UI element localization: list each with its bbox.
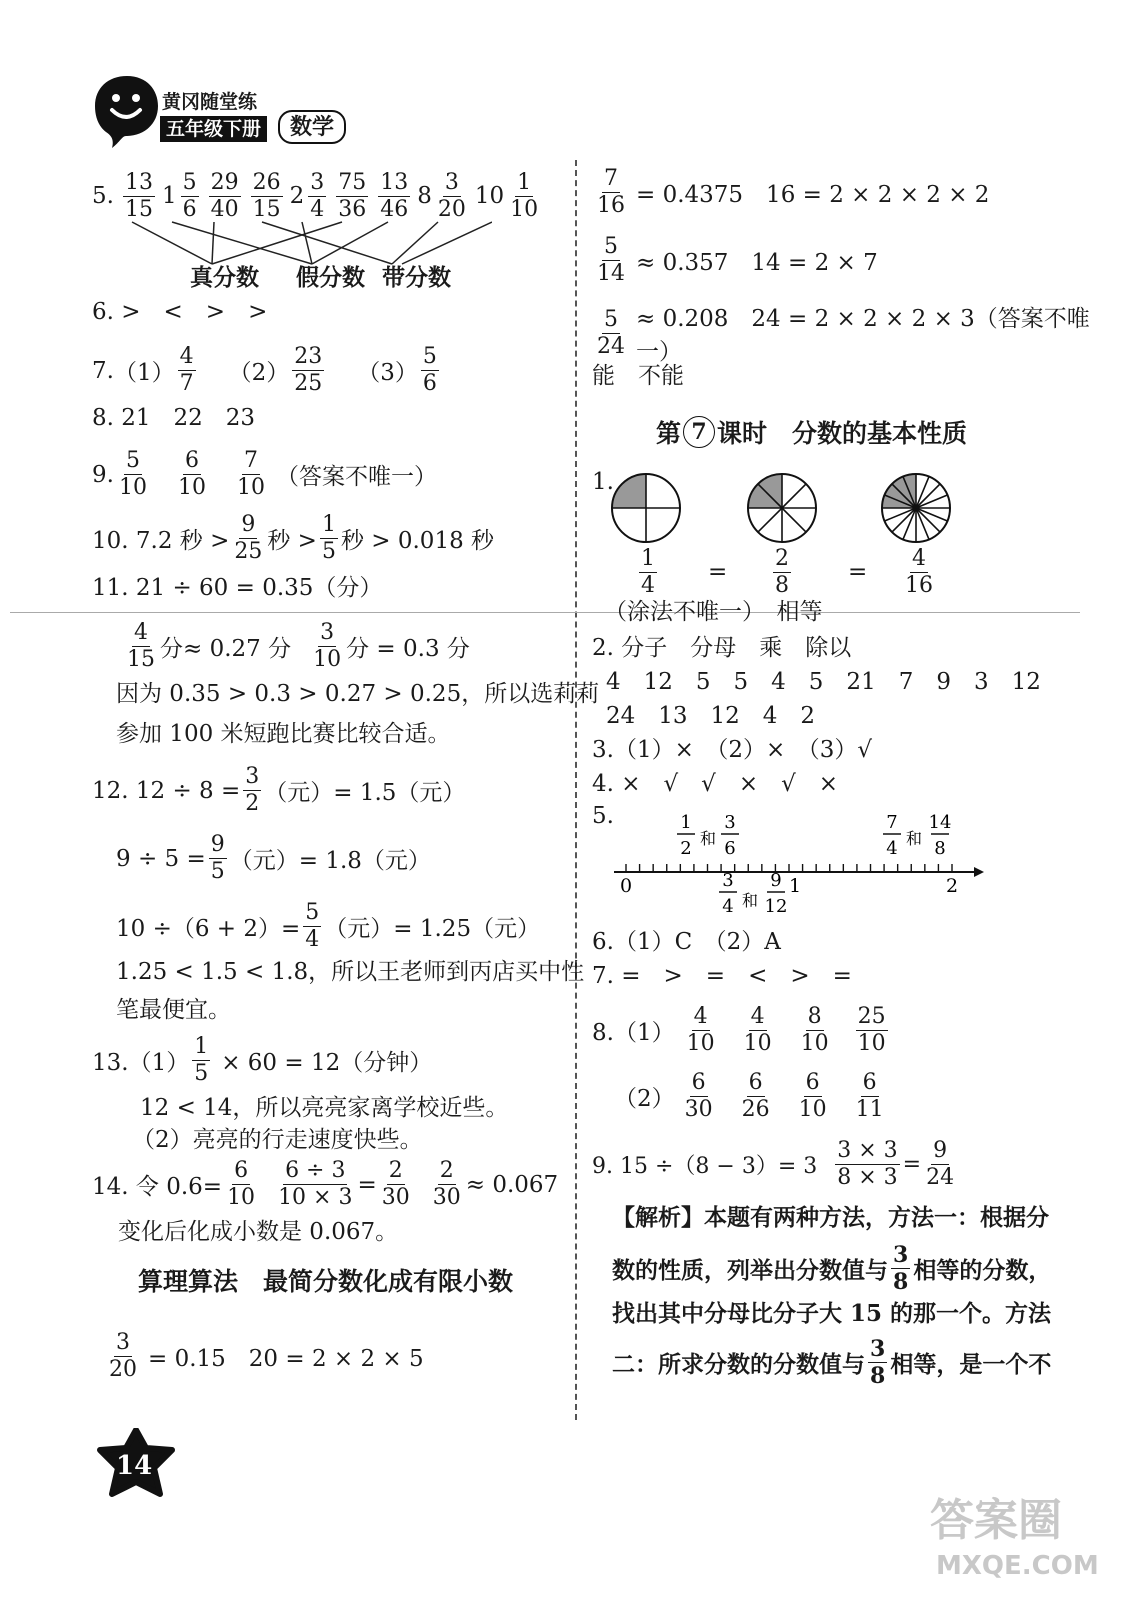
q9-label: 9. xyxy=(92,461,114,488)
nl-b1-den: 4 xyxy=(886,838,898,859)
q1-note: （涂法不唯一） 相等 xyxy=(604,599,823,625)
q12-frac1: $\frac{3}{2}$ xyxy=(245,764,260,816)
q1-eq2: = xyxy=(848,559,868,585)
lesson-number: 7 xyxy=(683,416,715,448)
category-mixed: 带分数 xyxy=(382,264,451,291)
header xyxy=(92,72,372,152)
q7-frac3: $\frac{5}{6}$ xyxy=(422,344,437,396)
q8a-frac-0: $\frac{4}{10}$ xyxy=(686,1004,715,1056)
nl-c2-den: 12 xyxy=(764,896,788,917)
q9-frac3: $\frac{7}{10}$ xyxy=(236,448,265,500)
q10-frac2: $\frac{1}{5}$ xyxy=(321,512,336,564)
q9-frac1: $\frac{5}{10}$ xyxy=(118,448,147,500)
q8a-frac-1: $\frac{4}{10}$ xyxy=(743,1004,772,1056)
nl-b1-num: 7 xyxy=(886,812,898,833)
q5-frac-0: $\frac{13}{15}$ xyxy=(124,169,153,222)
q9r-eq: = xyxy=(902,1152,922,1177)
r-text2: ≈ 0.357 14 = 2 × 7 xyxy=(636,250,878,276)
q6r-line: 6.（1）C （2）A xyxy=(592,929,781,955)
analysis-text4a: 二：所求分数的分数值与 xyxy=(612,1351,865,1378)
q5-fraction-6 xyxy=(375,170,413,223)
number-line xyxy=(606,810,996,920)
q6-line: 6. > < > > xyxy=(92,299,268,325)
q11-frac1: $\frac{4}{15}$ xyxy=(127,620,155,672)
nl-c1-num: 3 xyxy=(722,870,734,891)
q2-head: 2. 分子 分母 乘 除以 xyxy=(592,635,852,661)
q9-line xyxy=(92,448,437,501)
q5-frac-6: $\frac{13}{46}$ xyxy=(380,169,409,222)
smiley-logo-icon xyxy=(92,72,162,152)
lesson-post: 课时 分数的基本性质 xyxy=(717,419,968,448)
q11-text2: 分 = 0.3 分 xyxy=(346,636,470,662)
analysis-text2b: 相等的分数， xyxy=(913,1257,1052,1284)
q10-post: 秒 > 0.018 秒 xyxy=(340,528,495,554)
r-text1: = 0.4375 16 = 2 × 2 × 2 × 2 xyxy=(636,182,990,208)
q7-label: 7. xyxy=(92,357,114,384)
section-title: 算理算法 最简分数化成有限小数 xyxy=(138,1267,514,1296)
nl-label-0: 0 xyxy=(619,875,633,897)
lesson-title xyxy=(656,414,967,450)
q12-frac3: $\frac{5}{4}$ xyxy=(305,900,320,952)
analysis-frac2: $\frac{3}{8}$ xyxy=(870,1336,886,1389)
q3-line: 3.（1）× （2）× （3）√ xyxy=(592,737,873,763)
q14-line xyxy=(92,1158,558,1211)
q5-fraction-4: 2 $\frac{3}{4}$ xyxy=(289,169,325,222)
q10-pre: 10. 7.2 秒 > xyxy=(92,528,230,554)
q12-pre3: 10 ÷（6 + 2）= xyxy=(116,916,301,942)
q13-post: × 60 = 12（分钟） xyxy=(221,1050,433,1076)
q13-frac: $\frac{1}{5}$ xyxy=(194,1034,209,1086)
q12-line1 xyxy=(92,764,465,817)
q10-mid: 秒 > xyxy=(267,528,317,554)
fold-line xyxy=(10,612,1080,613)
q5-frac-2: $\frac{29}{40}$ xyxy=(210,169,239,222)
q8a-frac-2: $\frac{8}{10}$ xyxy=(800,1004,829,1056)
q14-conclusion: 变化后化成小数是 0.067。 xyxy=(118,1219,399,1245)
nl-a-he: 和 xyxy=(699,829,717,848)
nl-b2-num: 14 xyxy=(928,812,952,833)
q10-line xyxy=(92,512,494,565)
nl-a1-den: 2 xyxy=(680,838,692,859)
q2-row1: 4 12 5 5 4 5 21 7 9 3 12 xyxy=(606,669,1041,695)
q11-line: 11. 21 ÷ 60 = 0.35（分） xyxy=(92,575,383,601)
q13-pre: 13.（1） xyxy=(92,1050,190,1076)
q14-frac4: $\frac{2}{30}$ xyxy=(432,1158,461,1210)
page-number: 14 xyxy=(116,1451,153,1481)
q5-match-line-0 xyxy=(132,222,212,264)
q7-part2: （2） xyxy=(228,360,290,386)
q13-line2: 12 < 14，所以亮亮家离学校近些。 xyxy=(140,1095,509,1121)
nl-c-he: 和 xyxy=(741,891,759,910)
section-line1 xyxy=(104,1330,424,1383)
q5-match-line-1 xyxy=(172,222,312,264)
q12-line3 xyxy=(116,900,540,953)
q7-frac2: $\frac{23}{25}$ xyxy=(294,344,323,396)
q14-frac3: $\frac{2}{30}$ xyxy=(381,1158,410,1210)
q1-frac-c: $\frac{4}{16}$ xyxy=(905,546,933,598)
nl-a2-den: 6 xyxy=(724,838,736,859)
q5-frac-7: $\frac{3}{20}$ xyxy=(437,169,466,222)
nl-c1-den: 4 xyxy=(722,896,734,917)
q5-frac-5: $\frac{75}{36}$ xyxy=(338,169,367,222)
nl-a1-num: 1 xyxy=(680,812,692,833)
q1-circle-diagrams xyxy=(610,470,970,550)
nl-c2-num: 9 xyxy=(770,870,782,891)
q8b-frac-0: $\frac{6}{30}$ xyxy=(684,1070,713,1122)
q5-fraction-5 xyxy=(333,170,371,223)
column-divider xyxy=(575,160,577,1420)
q12-frac2: $\frac{9}{5}$ xyxy=(210,832,225,884)
q9r-frac1: $\frac{3 \times 3}{8 \times 3}$ xyxy=(837,1138,898,1190)
q7-part1: （1） xyxy=(113,360,175,386)
r-text3: ≈ 0.208 24 = 2 × 2 × 2 × 3（答案不唯一） xyxy=(636,306,1090,365)
q1-frac-b: $\frac{2}{8}$ xyxy=(775,546,789,598)
fraction-circle-2 xyxy=(882,474,950,542)
q12-post2: （元）= 1.8（元） xyxy=(229,848,431,874)
q7-part3: （3） xyxy=(357,360,418,386)
axis-arrow xyxy=(974,867,984,877)
q14-frac2: $\frac{6 \div 3}{10 \times 3}$ xyxy=(278,1158,353,1210)
q13-line1 xyxy=(92,1034,432,1087)
q5-fraction-8: 10 $\frac{1}{10}$ xyxy=(474,169,539,222)
q11-fractions xyxy=(122,620,470,673)
q14-eq: = xyxy=(357,1171,377,1198)
nl-label-1: 1 xyxy=(788,875,802,897)
q5-frac-4: $\frac{3}{4}$ xyxy=(310,169,325,222)
q12-pre2: 9 ÷ 5 = xyxy=(116,845,206,872)
series-title: 黄冈随堂练 xyxy=(162,91,258,113)
analysis-line4 xyxy=(612,1336,1051,1389)
q11-text1: 分≈ 0.27 分 xyxy=(160,636,292,662)
nl-a2-num: 3 xyxy=(724,812,736,833)
q1-eq1: = xyxy=(708,559,728,585)
q8-label2: （2） xyxy=(614,1086,675,1112)
section-frac: $\frac{3}{20}$ xyxy=(109,1330,137,1382)
q5-fraction-1: 1 $\frac{5}{6}$ xyxy=(161,169,197,222)
q1-frac-a: $\frac{1}{4}$ xyxy=(641,546,655,598)
r-line1 xyxy=(592,166,989,219)
q12-post1: （元）= 1.5（元） xyxy=(264,780,466,806)
analysis-line1: 【解析】本题有两种方法，方法一：根据分 xyxy=(612,1204,1049,1231)
grade-text: 五年级下册 xyxy=(166,118,262,140)
r-line2 xyxy=(592,234,878,287)
subject-badge xyxy=(278,110,346,144)
category-proper: 真分数 xyxy=(190,264,259,291)
q8b-frac-1: $\frac{6}{26}$ xyxy=(741,1070,770,1122)
analysis-text4b: 相等，是一个不 xyxy=(890,1351,1052,1378)
r-frac3: $\frac{5}{24}$ xyxy=(597,306,625,359)
q5-fraction-2 xyxy=(206,170,244,223)
q12-post3: （元）= 1.25（元） xyxy=(324,916,541,942)
q12-conclusion: 笔最便宜。 xyxy=(116,997,231,1023)
section-result: = 0.15 20 = 2 × 2 × 5 xyxy=(148,1346,424,1372)
nl-label-2: 2 xyxy=(945,875,959,897)
q5-row xyxy=(92,168,543,224)
q2-row2: 24 13 12 4 2 xyxy=(606,703,816,729)
subject-text: 数学 xyxy=(290,114,335,140)
q9-note: （答案不唯一） xyxy=(275,464,437,490)
q5-frac-8: $\frac{1}{10}$ xyxy=(510,169,539,222)
nl-b2-den: 8 xyxy=(934,838,946,859)
q4-line: 4. × √ √ × √ × xyxy=(592,771,839,797)
q5-frac-3: $\frac{26}{15}$ xyxy=(252,169,281,222)
q5-match-line-2 xyxy=(212,222,214,264)
q5-fraction-0 xyxy=(120,170,158,223)
watermark-url: MXQE.COM xyxy=(936,1551,1099,1581)
q7r-line: 7. = > = < > = xyxy=(592,963,852,989)
q5-match-line-3 xyxy=(262,222,392,264)
q8-part1 xyxy=(592,1004,891,1057)
q5-matching-lines xyxy=(92,220,492,270)
q13-line3: （2）亮亮的行走速度快些。 xyxy=(132,1127,423,1153)
q7-line xyxy=(92,344,442,397)
q5-fraction-3 xyxy=(248,170,286,223)
q8-part2 xyxy=(614,1070,889,1123)
lesson-pre: 第 xyxy=(656,419,682,448)
analysis-frac1: $\frac{3}{8}$ xyxy=(893,1242,909,1295)
category-improper: 假分数 xyxy=(296,264,365,291)
q8a-frac-3: $\frac{25}{10}$ xyxy=(857,1004,886,1056)
q14-post: ≈ 0.067 xyxy=(465,1171,559,1198)
fraction-circle-1 xyxy=(748,474,816,542)
q7-frac1: $\frac{4}{7}$ xyxy=(179,344,194,396)
fraction-circle-0 xyxy=(612,474,680,542)
q8b-frac-2: $\frac{6}{10}$ xyxy=(798,1070,827,1122)
q9-frac2: $\frac{6}{10}$ xyxy=(177,448,206,500)
r-line4: 能 不能 xyxy=(592,363,684,389)
q14-pre: 14. 令 0.6= xyxy=(92,1174,223,1200)
r-frac2: $\frac{5}{14}$ xyxy=(597,234,625,286)
q10-frac1: $\frac{9}{25}$ xyxy=(234,512,263,564)
q8b-frac-3: $\frac{6}{11}$ xyxy=(855,1070,884,1122)
analysis-text2a: 数的性质，列举出分数值与 xyxy=(612,1257,888,1284)
q11-reason: 因为 0.35 > 0.3 > 0.27 > 0.25，所以选莉莉 xyxy=(116,681,600,707)
q8-label1: 8.（1） xyxy=(592,1020,675,1046)
q9r-frac2: $\frac{9}{24}$ xyxy=(926,1138,955,1190)
watermark: 答案圈 xyxy=(930,1495,1062,1546)
grade-label xyxy=(160,116,267,142)
q9r-pre: 9. 15 ÷（8 − 3）= 3 xyxy=(592,1154,818,1179)
q11-conclusion: 参加 100 米短跑比赛比较合适。 xyxy=(116,721,451,747)
q9r-line xyxy=(592,1138,959,1191)
r-line3 xyxy=(592,300,1122,366)
r-frac1: $\frac{7}{16}$ xyxy=(597,166,625,218)
analysis-line3: 找出其中分母比分子大 15 的那一个。方法 xyxy=(612,1300,1052,1327)
q12-compare: 1.25 < 1.5 < 1.8，所以王老师到丙店买中性 xyxy=(116,959,585,985)
nl-b-he: 和 xyxy=(905,829,923,848)
q12-pre1: 12. 12 ÷ 8 = xyxy=(92,777,241,804)
q5-match-line-4 xyxy=(302,222,312,264)
q12-line2 xyxy=(116,832,431,885)
q5-fraction-7: 8 $\frac{3}{20}$ xyxy=(417,169,466,222)
q14-frac1: $\frac{6}{10}$ xyxy=(227,1158,256,1210)
q5r-label: 5. xyxy=(592,803,614,829)
q8-line: 8. 21 22 23 xyxy=(92,405,256,431)
r-q1-label: 1. xyxy=(592,469,614,495)
q5-label: 5. xyxy=(92,183,114,209)
analysis-line2 xyxy=(612,1242,1051,1295)
q5-frac-1: $\frac{5}{6}$ xyxy=(182,169,197,222)
q11-frac2: $\frac{3}{10}$ xyxy=(313,620,342,672)
